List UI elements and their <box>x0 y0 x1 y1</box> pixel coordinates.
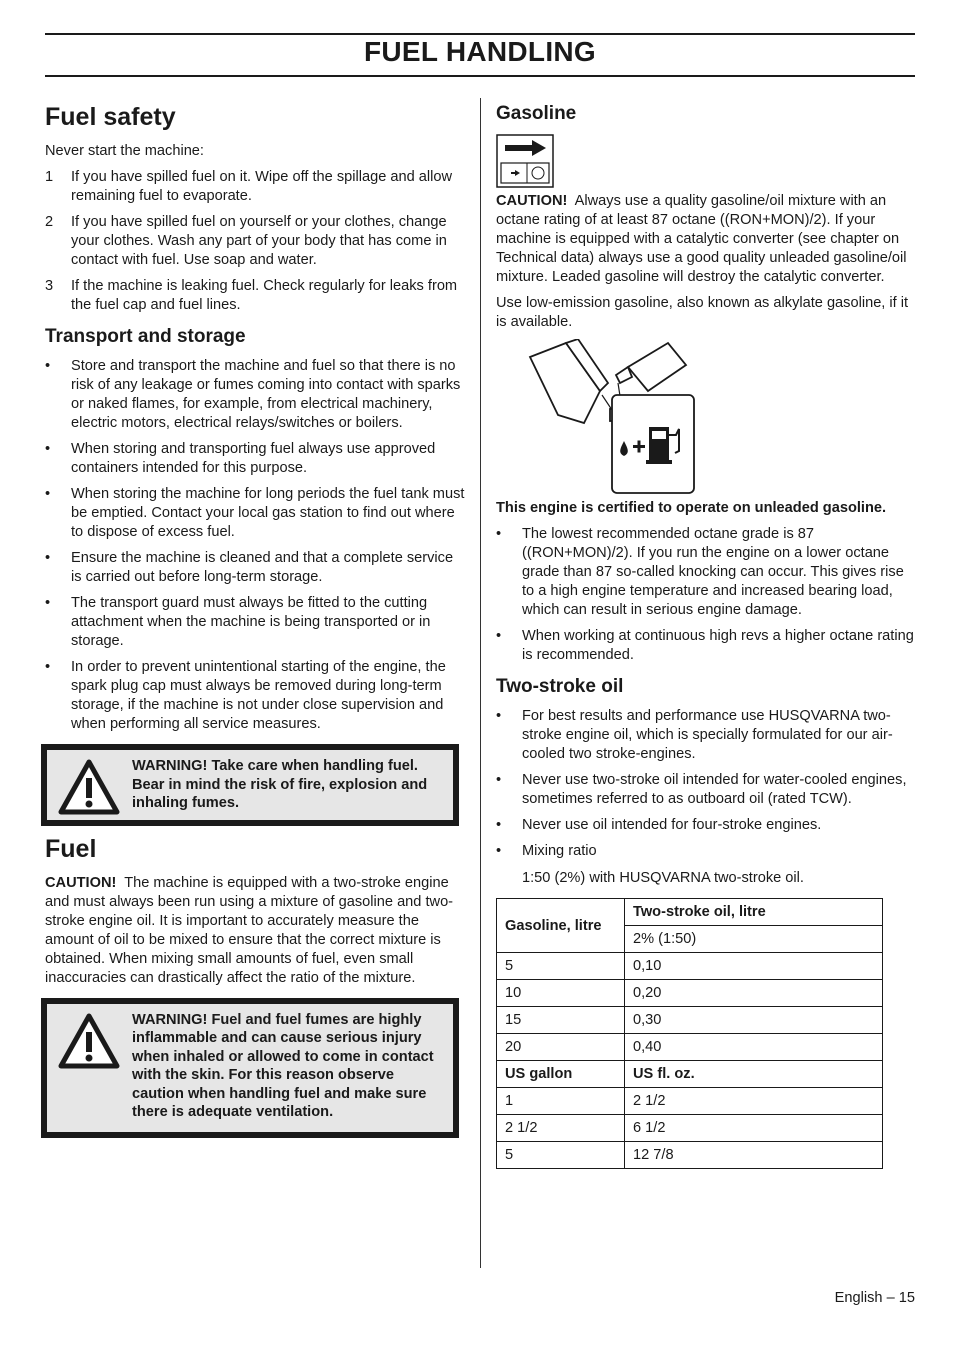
warning-text: WARNING! Take care when handling fuel. Bear in mind the risk of fire, explosion and inhaling fumes. <box>132 758 428 811</box>
octane-list <box>496 525 916 665</box>
warning-text: WARNING! Fuel and fuel fumes are highly inflammable and can cause serious injury when inhaled or allowed to come in contact with the skin. For this reason observe caution when handling fuel and make sure there is adequate ventilation. <box>132 1011 434 1120</box>
header-bottom-rule <box>45 75 915 77</box>
column-divider <box>480 98 481 1268</box>
table-row: 5 0,10 <box>497 953 883 980</box>
right-column <box>496 98 916 1169</box>
list-item: • When storing and transporting fuel always use approved containers intended for this purpose. <box>45 441 436 476</box>
list-item: 2 If you have spilled fuel on yourself or your clothes, change your clothes. Wash any part of your body that has come in contact with fuel. Use soap and water. <box>45 214 447 268</box>
list-item: • Ensure the machine is cleaned and that a complete service is carried out before long-term storage. <box>45 550 454 585</box>
fuel-mixing-illustration <box>528 339 728 495</box>
low-emission-note: Use low-emission gasoline, also known as alkylate gasoline, if it is available. <box>496 295 909 330</box>
list-item: • Never use two-stroke oil intended for water-cooled engines, sometimes referred to as outboard oil (rated TCW). <box>496 772 907 807</box>
table-header-us-gallon: US gallon <box>497 1061 625 1088</box>
table-row: 10 0,20 <box>497 980 883 1007</box>
list-item: • In order to prevent unintentional starting of the engine, the spark plug cap must always be removed during long-term storage, if the machine is not under close supervision and when performing all service measures. <box>45 659 446 732</box>
list-item: • When working at continuous high revs a higher octane rating is recommended. <box>496 628 914 663</box>
left-column <box>45 98 465 1146</box>
table-header-oil: Two-stroke oil, litre <box>625 899 883 926</box>
gasoline-heading: Gasoline <box>496 103 577 124</box>
list-item: • Mixing ratio <box>496 843 597 859</box>
certified-note: This engine is certified to operate on unleaded gasoline. <box>496 500 887 516</box>
list-item: • The transport guard must always be fitted to the cutting attachment when the machine is being transported or in storage. <box>45 595 431 649</box>
table-subheader-ratio: 2% (1:50) <box>625 926 883 953</box>
list-item: • Store and transport the machine and fuel so that there is no risk of any leakage or fumes coming into contact with sparks or naked flames, for example, from electrical machinery, electric motors, electrical relays/switches or boilers. <box>45 358 461 431</box>
table-row: 1 2 1/2 <box>497 1088 883 1115</box>
two-stroke-list <box>496 707 916 861</box>
list-item: • When storing the machine for long periods the fuel tank must be emptied. Contact your local gas station to find out where to dispose of excess fuel. <box>45 486 465 540</box>
fuel-pump-arrow-icon <box>496 134 554 188</box>
gasoline-caution: CAUTION! Always use a quality gasoline/oil mixture with an octane rating of at least 87 octane ((RON+MON)/2). If your machine is equipped with a catalytic converter (see chapter on Technical data) always use a good quality unleaded gasoline/oil mixture. Leaded gasoline will destroy the catalytic converter. <box>496 193 907 285</box>
page-footer: English – 15 <box>834 1290 915 1306</box>
warning-triangle-icon <box>57 758 121 816</box>
transport-list <box>45 357 465 734</box>
table-row: 5 12 7/8 <box>497 1142 883 1169</box>
transport-heading: Transport and storage <box>45 326 246 347</box>
mixing-table <box>496 898 883 1169</box>
header-top-rule <box>45 33 915 35</box>
table-row: 15 0,30 <box>497 1007 883 1034</box>
fuel-heading: Fuel <box>45 834 97 863</box>
warning-box <box>41 998 459 1138</box>
mixing-ratio-note: 1:50 (2%) with HUSQVARNA two-stroke oil. <box>522 870 804 886</box>
list-item: • For best results and performance use HUSQVARNA two-stroke engine oil, which is specially formulated for our air-cooled two stroke-engines. <box>496 708 893 762</box>
warning-triangle-icon <box>57 1012 121 1070</box>
list-item: 1 If you have spilled fuel on it. Wipe off the spillage and allow remaining fuel to evaporate. <box>45 169 453 204</box>
table-row <box>497 1061 883 1088</box>
table-row: 2 1/2 6 1/2 <box>497 1115 883 1142</box>
table-row: 20 0,40 <box>497 1034 883 1061</box>
page-title: FUEL HANDLING <box>363 36 597 67</box>
table-header-gasoline: Gasoline, litre <box>497 899 625 953</box>
fuel-caution: CAUTION! The machine is equipped with a two-stroke engine and must always been run using a mixture of gasoline and two-stroke engine oil. It is important to accurately measure the amount of oil to be mixed to ensure that the correct mixture is obtained. When mixing small amounts of fuel, even small inaccuracies can drastically affect the ratio of the mixture. <box>45 874 454 986</box>
table-header-us-floz: US fl. oz. <box>625 1061 883 1088</box>
list-item: 3 If the machine is leaking fuel. Check regularly for leaks from the fuel cap and fuel lines. <box>45 278 458 313</box>
two-stroke-heading: Two-stroke oil <box>496 676 624 697</box>
table-row <box>497 899 883 926</box>
list-item: • Never use oil intended for four-stroke engines. <box>496 817 822 833</box>
fuel-safety-intro: Never start the machine: <box>45 143 204 159</box>
list-item: • The lowest recommended octane grade is 87 ((RON+MON)/2). If you run the engine on a lower octane grade than 87 so-called knocking can occur. This gives rise to a high engine temperature and increased bearing load, which can result in serious engine damage. <box>496 526 904 618</box>
fuel-safety-list <box>45 168 465 315</box>
warning-box <box>41 744 459 826</box>
fuel-safety-heading: Fuel safety <box>45 103 176 131</box>
